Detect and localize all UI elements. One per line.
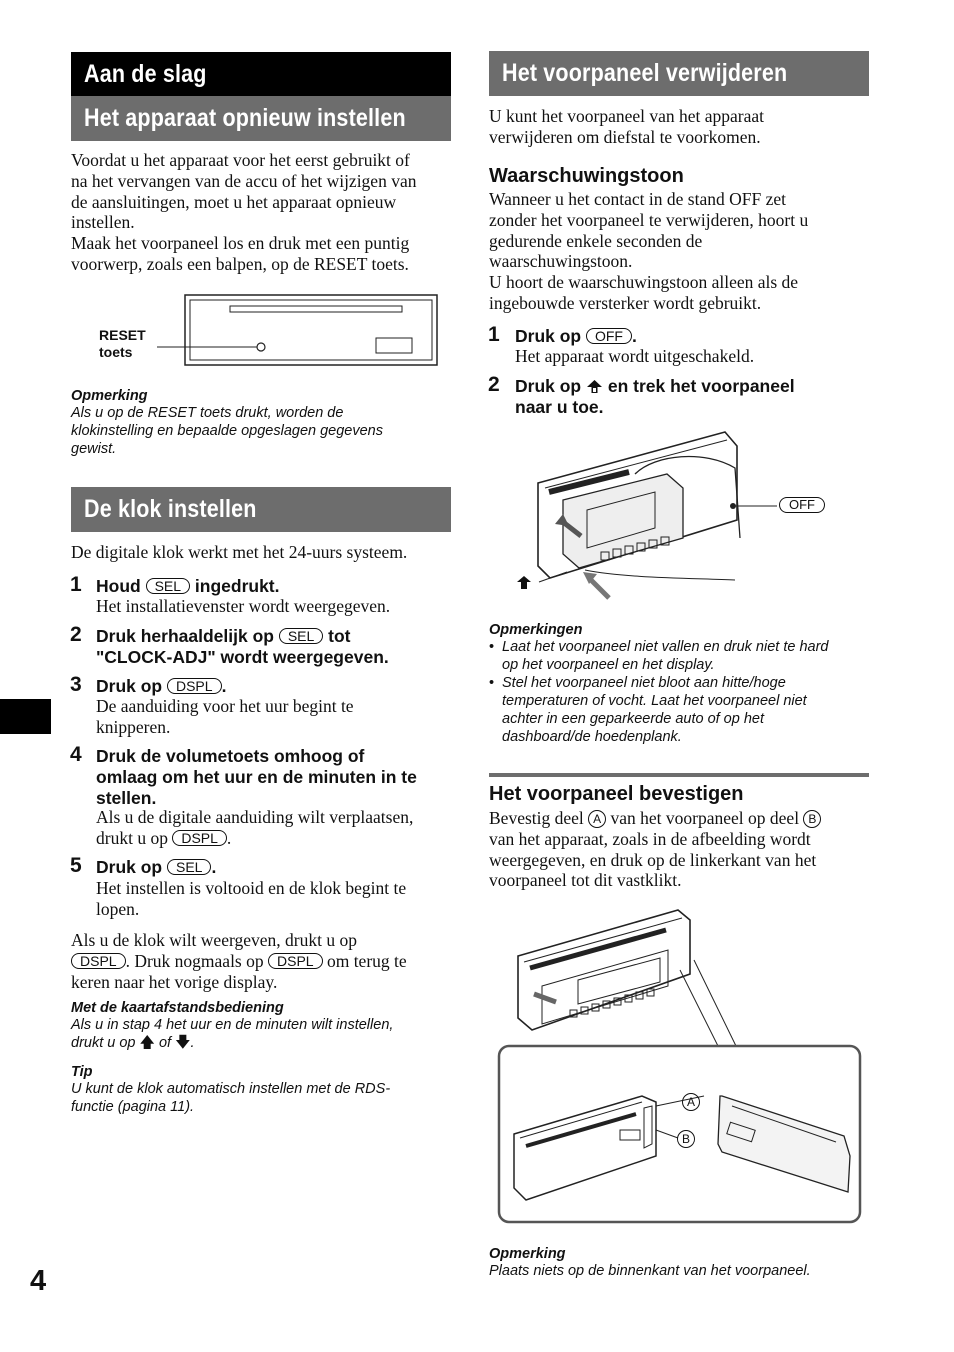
chapter-title: Aan de slag bbox=[71, 52, 451, 96]
display-paragraph: Als u de klok wilt weergeven, drukt u op DSPL . Druk nogmaals op DSPL om terug te keren naar het vorige display. bbox=[71, 930, 407, 992]
step-5: Druk op SEL . bbox=[96, 857, 217, 877]
part-a-label: A bbox=[588, 810, 606, 828]
off-callout: OFF bbox=[779, 497, 825, 513]
note2: Opmerking Plaats niets op de binnenkant van het voorpaneel. bbox=[489, 1246, 811, 1279]
step-number: 2 bbox=[488, 373, 500, 396]
remove-panel-illustration bbox=[505, 428, 845, 606]
remote-note: Met de kaartafstandsbediening Als u in stap 4 het uur en de minuten wilt instellen, drukt u op 🡅 of 🡇. bbox=[71, 1000, 394, 1051]
release-icon bbox=[586, 379, 603, 394]
remove-step-1-desc: Het apparaat wordt uitgeschakeld. bbox=[515, 346, 755, 366]
step-1: Houd SEL ingedrukt. bbox=[96, 576, 280, 596]
step-number: 5 bbox=[70, 854, 82, 877]
clock-intro: De digitale klok werkt met het 24-uurs systeem. bbox=[71, 542, 408, 562]
section-title-remove: Het voorpaneel verwijderen bbox=[489, 51, 869, 96]
dspl-key: DSPL bbox=[172, 830, 227, 846]
reset-paragraph: Voordat u het apparaat voor het eerst gebruikt of na het vervangen van de accu of het wijzigen van de aansluitingen, moet u het apparaat opnieuw instellen. Maak het voorpaneel los en druk met een puntig voorwerp, zoals een balpen, op de RESET toets. bbox=[71, 150, 417, 274]
remove-intro: U kunt het voorpaneel van het apparaat verwijderen om diefstal te voorkomen. bbox=[489, 106, 765, 147]
step-4-desc: Als u de digitale aanduiding wilt verplaatsen, drukt u op DSPL . bbox=[96, 807, 414, 848]
notes-remove: Opmerkingen • Laat het voorpaneel niet vallen en druk niet te hard op het voorpaneel en het display. • Stel het voorpaneel niet bloot aan hitte/hoge temperaturen of vocht. Laat het voorpaneel niet achter in een geparkeerde auto of op het dashboard/de hoedenplank. bbox=[489, 622, 828, 746]
list-item: • Stel het voorpaneel niet bloot aan hitte/hoge temperaturen of vocht. Laat het voorpaneel niet achter in een geparkeerde auto of op het dashboard/de hoedenplank. bbox=[489, 674, 828, 746]
step-5-desc: Het instellen is voltooid en de klok begint te lopen. bbox=[96, 878, 407, 919]
attach-heading: Het voorpaneel bevestigen bbox=[489, 783, 744, 805]
step-number: 3 bbox=[70, 673, 82, 696]
warn-paragraph: Wanneer u het contact in de stand OFF zet zonder het voorpaneel te verwijderen, hoort u gedurende enkele seconden de waarschuwingstoon. U hoort de waarschuwingstoon alleen als de ingebouwde versterker wordt gebruikt. bbox=[489, 189, 809, 313]
divider bbox=[489, 773, 869, 777]
sel-key: SEL bbox=[167, 859, 211, 875]
tip-note: Tip U kunt de klok automatisch instellen met de RDS- functie (pagina 11). bbox=[71, 1064, 391, 1115]
step-3-desc: De aanduiding voor het uur begint te knipperen. bbox=[96, 696, 354, 737]
step-number: 2 bbox=[70, 623, 82, 646]
arrow-down-icon: 🡇 bbox=[175, 1034, 191, 1051]
sel-key: SEL bbox=[279, 628, 323, 644]
remove-step-2: Druk op en trek het voorpaneel naar u toe. bbox=[515, 376, 795, 417]
step-2: Druk herhaaldelijk op SEL tot "CLOCK-ADJ" wordt weergegeven. bbox=[96, 626, 389, 667]
attach-paragraph: Bevestig deel A van het voorpaneel op deel B van het apparaat, zoals in de afbeelding wordt weergegeven, en druk op de linkerkant van het voorpaneel tot dit vastklikt. bbox=[489, 808, 821, 891]
off-key: OFF bbox=[586, 328, 632, 344]
side-tab bbox=[0, 699, 51, 734]
step-number: 1 bbox=[70, 573, 82, 596]
dspl-key: DSPL bbox=[167, 678, 222, 694]
dspl-key: DSPL bbox=[268, 953, 323, 969]
section-title-reset: Het apparaat opnieuw instellen bbox=[71, 96, 451, 141]
step-4: Druk de volumetoets omhoog of omlaag om het uur en de minuten in te stellen. bbox=[96, 746, 417, 808]
step-number: 4 bbox=[70, 743, 82, 766]
warn-heading: Waarschuwingstoon bbox=[489, 165, 684, 187]
attach-panel-illustration bbox=[496, 906, 864, 1224]
note1: Opmerking Als u op de RESET toets drukt, worden de klokinstelling en bepaalde opgeslagen gegevens gewist. bbox=[71, 388, 383, 457]
part-b-label: B bbox=[803, 810, 821, 828]
illus-part-a-label: A bbox=[682, 1093, 700, 1111]
sel-key: SEL bbox=[146, 578, 190, 594]
dspl-key: DSPL bbox=[71, 953, 126, 969]
remove-step-1: Druk op OFF . bbox=[515, 326, 637, 346]
step-number: 1 bbox=[488, 323, 500, 346]
reset-label: RESET toets bbox=[99, 327, 146, 360]
reset-illustration bbox=[150, 292, 445, 368]
step-1-desc: Het installatievenster wordt weergegeven. bbox=[96, 596, 391, 616]
arrow-up-icon: 🡅 bbox=[139, 1034, 155, 1051]
page-number: 4 bbox=[30, 1265, 47, 1297]
section-title-clock: De klok instellen bbox=[71, 487, 451, 532]
illus-part-b-label: B bbox=[677, 1130, 695, 1148]
step-3: Druk op DSPL . bbox=[96, 676, 227, 696]
list-item: • Laat het voorpaneel niet vallen en druk niet te hard op het voorpaneel en het display. bbox=[489, 638, 828, 674]
